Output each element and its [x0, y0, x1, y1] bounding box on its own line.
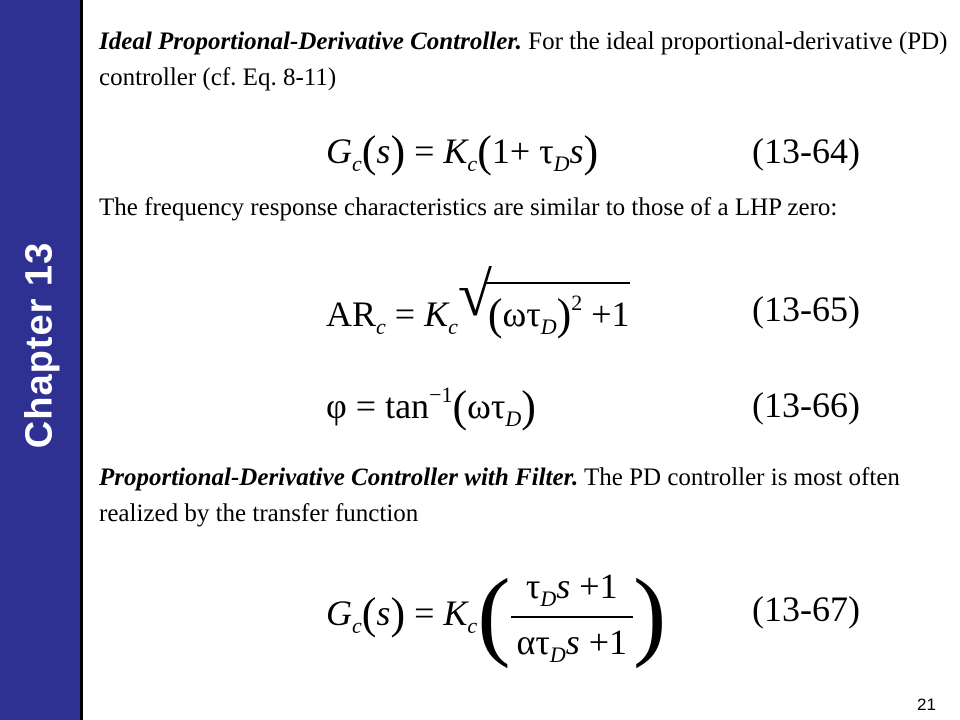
chapter-label: Chapter 13	[18, 241, 61, 449]
chapter-sidebar	[0, 0, 80, 720]
paragraph-lead: Proportional-Derivative Controller with Filter.	[99, 464, 579, 491]
equation-13-65: $AR_c = K_c$ √ $(\omega\tau_D)^2 +1$	[326, 261, 630, 339]
paragraph-text: The frequency response characteristics are similar to those of a LHP zero:	[99, 194, 838, 221]
equation-13-67: $G_c(s) = K_c$( $\frac{\tau_Ds +1}{\alpha\tau_Ds +1}$ )	[326, 558, 667, 669]
equation-13-64: $G_c(s) = K_c(1+ \tau_Ds)$	[326, 127, 599, 176]
equation-number: (13-64)	[752, 131, 860, 171]
paragraph-ideal-pd	[99, 24, 949, 96]
equation-number: (13-65)	[752, 289, 860, 329]
paragraph-text: For the ideal proportional-derivative (PD) controller (cf. Eq. 8-11)	[99, 28, 948, 91]
equation-13-66: $\varphi = \tan^{-1}(\omega\tau_D)$	[326, 382, 536, 431]
paragraph-lead: Ideal Proportional-Derivative Controller.	[99, 28, 522, 55]
page-number: 21	[917, 695, 936, 714]
paragraph-frequency-response	[99, 190, 909, 226]
paragraph-text: The PD controller is most often realized by the transfer function	[99, 464, 900, 527]
sidebar-divider	[80, 0, 83, 720]
equation-number: (13-66)	[752, 385, 860, 425]
equation-number: (13-67)	[752, 589, 860, 629]
paragraph-pd-filter	[99, 460, 949, 532]
